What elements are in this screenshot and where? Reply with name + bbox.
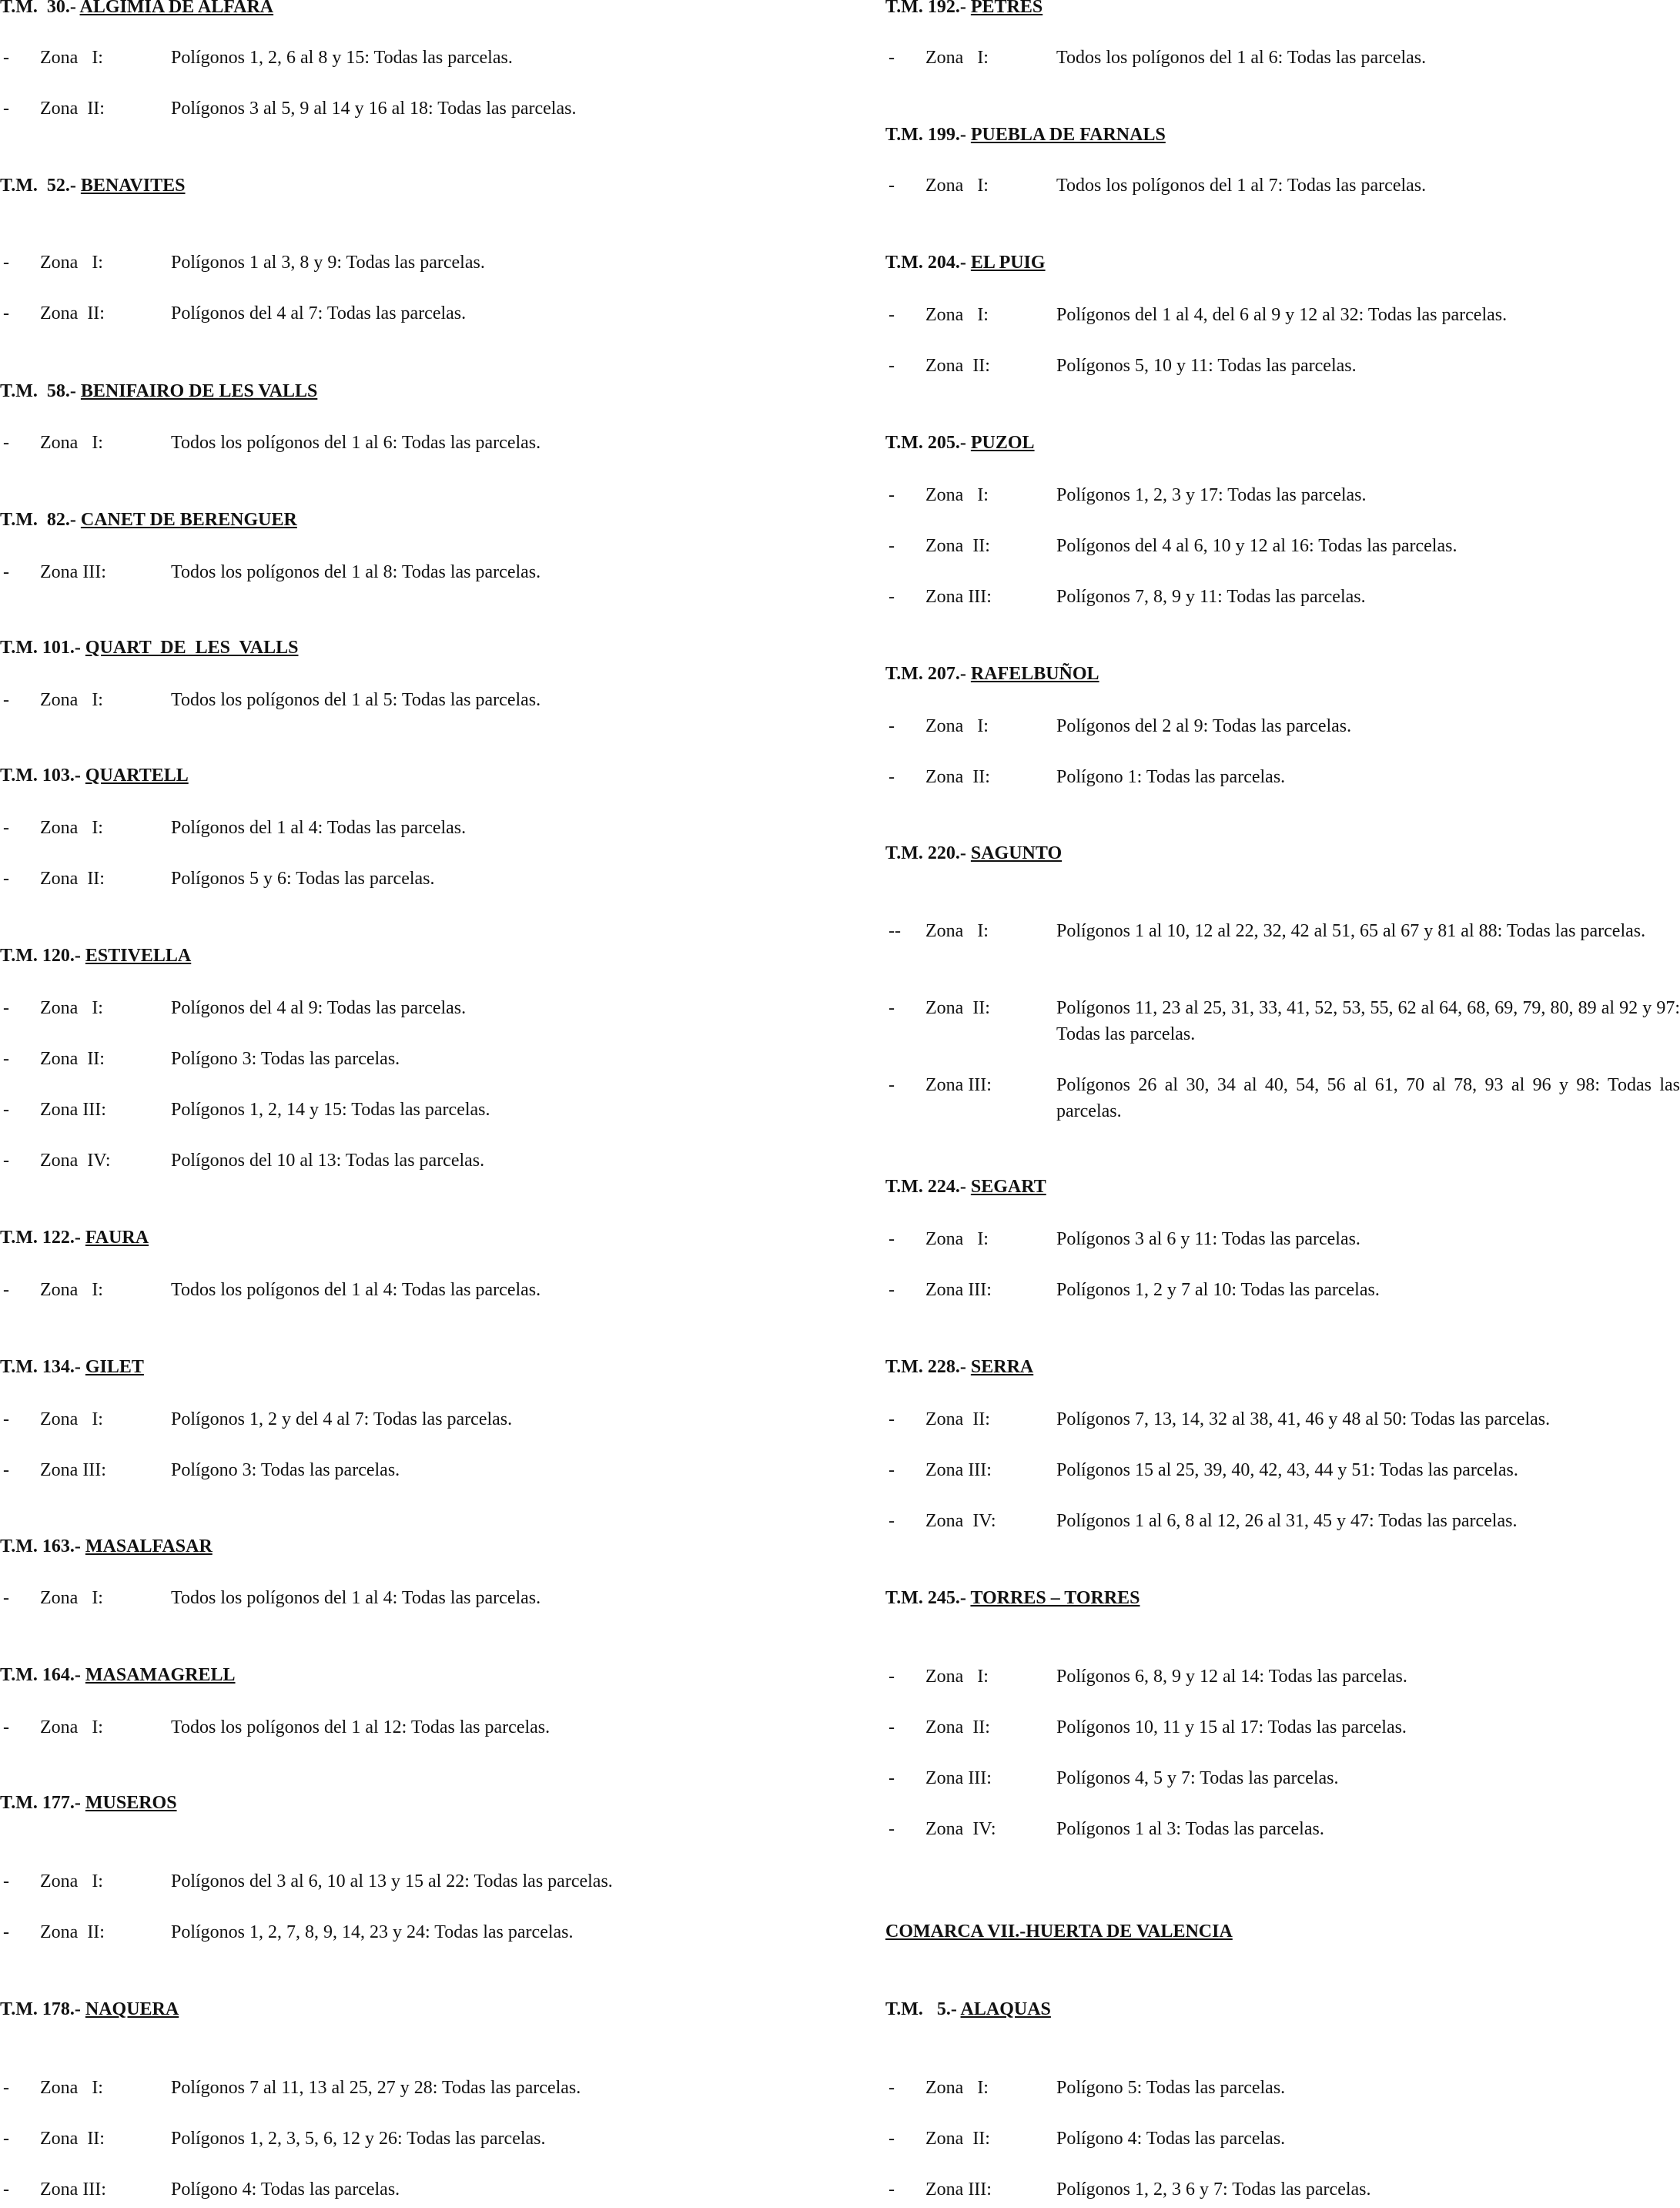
zone-description: Polígonos 10, 11 y 15 al 17: Todas las parcelas. bbox=[1056, 1717, 1407, 1737]
zone-label: Zona II: bbox=[40, 2129, 105, 2149]
zone-label: Zona II: bbox=[40, 869, 105, 889]
bullet-dash: - bbox=[889, 587, 895, 607]
zone-label: Zona III: bbox=[40, 2180, 106, 2200]
bullet-dash: - bbox=[3, 48, 9, 68]
zone-description: Todos los polígonos del 1 al 8: Todas las parcelas. bbox=[171, 562, 541, 582]
municipality-name: PUZOL bbox=[970, 433, 1035, 453]
municipality-code: T.M. 164.- bbox=[0, 1665, 85, 1685]
municipality-heading bbox=[0, 764, 189, 787]
bullet-dash: - bbox=[3, 998, 9, 1018]
zone-label: Zona I: bbox=[925, 305, 989, 325]
zone-description: Polígono 1: Todas las parcelas. bbox=[1056, 767, 1286, 787]
municipality-name: GILET bbox=[85, 1357, 144, 1377]
bullet-dash: - bbox=[889, 2078, 895, 2098]
bullet-dash: - bbox=[3, 2078, 9, 2098]
municipality-code: T.M. 122.- bbox=[0, 1228, 85, 1248]
bullet-dash: - bbox=[889, 716, 895, 736]
municipality-code: T.M. 101.- bbox=[0, 638, 85, 658]
zone-label: Zona I: bbox=[925, 485, 989, 505]
municipality-code: T.M. 5.- bbox=[885, 1999, 961, 2019]
municipality-name: MASALFASAR bbox=[85, 1536, 213, 1556]
zone-label: Zona I: bbox=[40, 1409, 103, 1429]
municipality-heading bbox=[885, 1586, 1140, 1610]
municipality-name: BENAVITES bbox=[80, 176, 186, 196]
zone-description: Polígonos 1 al 3: Todas las parcelas. bbox=[1056, 1819, 1324, 1839]
zone-label: Zona I: bbox=[925, 2078, 989, 2098]
zone-description: Polígono 4: Todas las parcelas. bbox=[1056, 2129, 1286, 2149]
municipality-code: T.M. 192.- bbox=[885, 0, 971, 17]
zone-description: Polígonos 11, 23 al 25, 31, 33, 41, 52, 53, 55, 62 al 64, 68, 69, 79, 80, 89 al 92 y 97: Todas las parcelas. bbox=[1056, 998, 1680, 1044]
zone-label: Zona II: bbox=[925, 1409, 990, 1429]
municipality-heading bbox=[0, 1535, 213, 1558]
zone-description: Polígonos del 4 al 9: Todas las parcelas. bbox=[171, 998, 467, 1018]
zone-description: Polígonos 3 al 5, 9 al 14 y 16 al 18: Todas las parcelas. bbox=[171, 99, 577, 119]
municipality-code: T.M. 103.- bbox=[0, 766, 85, 786]
zone-label: Zona III: bbox=[40, 1100, 106, 1120]
zone-description: Polígonos del 3 al 6, 10 al 13 y 15 al 22: Todas las parcelas. bbox=[171, 1871, 613, 1891]
zone-label: Zona I: bbox=[40, 253, 103, 273]
bullet-dash: - bbox=[3, 1717, 9, 1737]
zone-description: Polígono 4: Todas las parcelas. bbox=[171, 2180, 400, 2200]
bullet-dash: - bbox=[3, 2129, 9, 2149]
zone-description: Polígonos 5, 10 y 11: Todas las parcelas. bbox=[1056, 356, 1357, 376]
bullet-dash: - bbox=[3, 253, 9, 273]
municipality-code: T.M. 120.- bbox=[0, 946, 85, 966]
municipality-heading bbox=[0, 508, 297, 531]
zone-description: Polígonos 7 al 11, 13 al 25, 27 y 28: Todas las parcelas. bbox=[171, 2078, 581, 2098]
zone-description: Polígonos del 10 al 13: Todas las parcelas. bbox=[171, 1151, 485, 1171]
municipality-name: CANET DE BERENGUER bbox=[80, 510, 297, 530]
municipality-name: FAURA bbox=[85, 1228, 149, 1248]
municipality-heading bbox=[0, 174, 186, 197]
zone-description: Polígonos 6, 8, 9 y 12 al 14: Todas las parcelas. bbox=[1056, 1667, 1407, 1687]
bullet-dash: - bbox=[889, 1667, 895, 1687]
bullet-dash: - bbox=[889, 485, 895, 505]
zone-label: Zona III: bbox=[925, 587, 992, 607]
zone-label: Zona I: bbox=[40, 818, 103, 838]
zone-description: Polígonos del 1 al 4: Todas las parcelas. bbox=[171, 818, 467, 838]
zone-description: Polígonos 1, 2 y 7 al 10: Todas las parcelas. bbox=[1056, 1280, 1380, 1300]
zone-label: Zona III: bbox=[925, 1075, 992, 1095]
zone-description: Polígono 3: Todas las parcelas. bbox=[171, 1460, 400, 1480]
zone-description: Polígonos del 4 al 7: Todas las parcelas. bbox=[171, 303, 467, 323]
bullet-dash: - bbox=[889, 1768, 895, 1788]
municipality-name: ALAQUAS bbox=[960, 1999, 1051, 2019]
zone-description: Polígonos 1, 2, 6 al 8 y 15: Todas las parcelas. bbox=[171, 48, 513, 68]
bullet-dash: - bbox=[889, 1280, 895, 1300]
zone-label: Zona I: bbox=[925, 1667, 989, 1687]
zone-description: Polígonos 1, 2, 7, 8, 9, 14, 23 y 24: Todas las parcelas. bbox=[171, 1922, 574, 1942]
bullet-dash: - bbox=[3, 1871, 9, 1891]
zone-label: Zona II: bbox=[925, 356, 990, 376]
municipality-name: MUSEROS bbox=[85, 1793, 177, 1813]
zone-label: Zona I: bbox=[40, 2078, 103, 2098]
municipality-code: T.M. 204.- bbox=[885, 253, 971, 273]
zone-label: Zona II: bbox=[925, 998, 990, 1018]
bullet-dash: - bbox=[3, 433, 9, 453]
zone-label: Zona II: bbox=[40, 99, 105, 119]
municipality-name: TORRES – TORRES bbox=[970, 1588, 1140, 1608]
zone-label: Zona I: bbox=[40, 1280, 103, 1300]
municipality-code: T.M. 177.- bbox=[0, 1793, 85, 1813]
municipality-name: PUEBLA DE FARNALS bbox=[970, 125, 1166, 145]
zone-description: Todos los polígonos del 1 al 6: Todas las parcelas. bbox=[1056, 48, 1427, 68]
bullet-dash: - bbox=[3, 1049, 9, 1069]
zone-label: Zona III: bbox=[40, 1460, 106, 1480]
zone-description: Todos los polígonos del 1 al 4: Todas las parcelas. bbox=[171, 1280, 541, 1300]
bullet-dash: - bbox=[3, 1922, 9, 1942]
zone-label: Zona IV: bbox=[925, 1511, 996, 1531]
bullet-dash: - bbox=[889, 1229, 895, 1249]
bullet-dash: - bbox=[3, 869, 9, 889]
zone-label: Zona II: bbox=[925, 1717, 990, 1737]
municipality-code: T.M. 163.- bbox=[0, 1536, 85, 1556]
bullet-dash: - bbox=[889, 1717, 895, 1737]
bullet-dash: - bbox=[3, 1151, 9, 1171]
zone-description: Todos los polígonos del 1 al 7: Todas las parcelas. bbox=[1056, 176, 1427, 196]
municipality-heading bbox=[0, 636, 298, 659]
zone-description: Polígonos 1 al 6, 8 al 12, 26 al 31, 45 y 47: Todas las parcelas. bbox=[1056, 1511, 1518, 1531]
municipality-code: T.M. 207.- bbox=[885, 664, 971, 684]
zone-label: Zona I: bbox=[925, 921, 989, 941]
municipality-code: T.M. 30.- bbox=[0, 0, 80, 17]
zone-label: Zona IV: bbox=[925, 1819, 996, 1839]
bullet-dash: - bbox=[3, 1280, 9, 1300]
zone-description: Polígonos 15 al 25, 39, 40, 42, 43, 44 y 51: Todas las parcelas. bbox=[1056, 1460, 1518, 1480]
zone-label: Zona I: bbox=[40, 690, 103, 710]
municipality-name: SERRA bbox=[970, 1357, 1034, 1377]
zone-description: Polígonos 1 al 10, 12 al 22, 32, 42 al 51, 65 al 67 y 81 al 88: Todas las parcelas. bbox=[1056, 921, 1646, 941]
municipality-code: T.M. 199.- bbox=[885, 125, 971, 145]
zone-label: Zona II: bbox=[925, 767, 990, 787]
municipality-code: T.M. 82.- bbox=[0, 510, 81, 530]
bullet-dash: - bbox=[3, 2180, 9, 2200]
bullet-dash: - bbox=[3, 690, 9, 710]
bullet-dash: - bbox=[889, 48, 895, 68]
bullet-dash: - bbox=[3, 818, 9, 838]
zone-description: Polígonos 5 y 6: Todas las parcelas. bbox=[171, 869, 435, 889]
zone-label: Zona III: bbox=[925, 1768, 992, 1788]
bullet-dash: - bbox=[3, 1409, 9, 1429]
zone-label: Zona II: bbox=[40, 1922, 105, 1942]
municipality-heading bbox=[0, 0, 273, 18]
municipality-heading bbox=[885, 842, 1062, 865]
zone-label: Zona IV: bbox=[40, 1151, 111, 1171]
municipality-heading bbox=[0, 1355, 144, 1379]
bullet-dash: - bbox=[889, 536, 895, 556]
municipality-code: T.M. 228.- bbox=[885, 1357, 971, 1377]
municipality-name: QUARTELL bbox=[85, 766, 189, 786]
comarca-heading bbox=[885, 1920, 1233, 1943]
zone-description: Todos los polígonos del 1 al 5: Todas las parcelas. bbox=[171, 690, 541, 710]
municipality-code: T.M. 178.- bbox=[0, 1999, 85, 2019]
municipality-heading bbox=[885, 0, 1042, 18]
municipality-code: T.M. 245.- bbox=[885, 1588, 971, 1608]
zone-description: Polígonos del 2 al 9: Todas las parcelas. bbox=[1056, 716, 1352, 736]
zone-description: Polígono 3: Todas las parcelas. bbox=[171, 1049, 400, 1069]
bullet-dash: - bbox=[889, 305, 895, 325]
zone-description: Polígonos 1, 2, 3, 5, 6, 12 y 26: Todas las parcelas. bbox=[171, 2129, 546, 2149]
municipality-heading bbox=[885, 662, 1099, 685]
bullet-dash: - bbox=[889, 998, 895, 1018]
bullet-dash: - bbox=[889, 2180, 895, 2200]
zone-description: Polígonos 1, 2, 3 6 y 7: Todas las parcelas. bbox=[1056, 2180, 1371, 2200]
municipality-heading bbox=[0, 1226, 149, 1249]
bullet-dash: - bbox=[3, 99, 9, 119]
municipality-heading bbox=[885, 123, 1166, 146]
zone-description: Polígonos 1, 2 y del 4 al 7: Todas las parcelas. bbox=[171, 1409, 513, 1429]
zone-label: Zona II: bbox=[40, 303, 105, 323]
zone-label: Zona III: bbox=[925, 2180, 992, 2200]
bullet-dash: - bbox=[889, 1075, 895, 1095]
municipality-name: PETRES bbox=[970, 0, 1043, 17]
zone-description: Polígonos 4, 5 y 7: Todas las parcelas. bbox=[1056, 1768, 1339, 1788]
zone-description: Polígono 5: Todas las parcelas. bbox=[1056, 2078, 1286, 2098]
municipality-name: EL PUIG bbox=[970, 253, 1046, 273]
zone-description: Polígonos 1, 2, 3 y 17: Todas las parcelas. bbox=[1056, 485, 1367, 505]
municipality-heading bbox=[0, 944, 191, 967]
bullet-dash: - bbox=[889, 1819, 895, 1839]
municipality-name: SEGART bbox=[970, 1177, 1046, 1197]
bullet-dash: - bbox=[889, 1460, 895, 1480]
municipality-name: SAGUNTO bbox=[970, 843, 1063, 863]
zone-description: Polígonos 3 al 6 y 11: Todas las parcelas. bbox=[1056, 1229, 1360, 1249]
municipality-heading bbox=[0, 1791, 177, 1814]
municipality-name: QUART DE LES VALLS bbox=[85, 638, 299, 658]
zone-label: Zona I: bbox=[40, 1717, 103, 1737]
zone-description: Polígonos 7, 8, 9 y 11: Todas las parcelas. bbox=[1056, 587, 1366, 607]
bullet-dash: - bbox=[889, 1511, 895, 1531]
municipality-name: NAQUERA bbox=[85, 1999, 179, 2019]
municipality-name: BENIFAIRO DE LES VALLS bbox=[80, 381, 318, 401]
bullet-dash: - bbox=[3, 1588, 9, 1608]
zone-description: Polígonos 1, 2, 14 y 15: Todas las parcelas. bbox=[171, 1100, 490, 1120]
municipality-heading bbox=[0, 1998, 179, 2021]
municipality-heading bbox=[885, 251, 1046, 274]
zone-label: Zona II: bbox=[40, 1049, 105, 1069]
zone-description: Todos los polígonos del 1 al 6: Todas las parcelas. bbox=[171, 433, 541, 453]
bullet-dash: - bbox=[3, 303, 9, 323]
zone-label: Zona III: bbox=[925, 1460, 992, 1480]
zone-label: Zona I: bbox=[40, 998, 103, 1018]
municipality-name: RAFELBUÑOL bbox=[970, 664, 1099, 684]
zone-description: Polígonos del 1 al 4, del 6 al 9 y 12 al 32: Todas las parcelas. bbox=[1056, 305, 1508, 325]
zone-label: Zona I: bbox=[925, 176, 989, 196]
bullet-dash: - bbox=[889, 2129, 895, 2149]
bullet-dash: - bbox=[889, 1409, 895, 1429]
municipality-name: ALGIMIA DE ALFARA bbox=[79, 0, 274, 17]
comarca-title: COMARCA VII.-HUERTA DE VALENCIA bbox=[885, 1922, 1233, 1942]
bullet-dash: - bbox=[889, 176, 895, 196]
zone-label: Zona I: bbox=[925, 1229, 989, 1249]
bullet-dash: - bbox=[3, 1460, 9, 1480]
zone-label: Zona II: bbox=[925, 536, 990, 556]
bullet-dash: - bbox=[889, 767, 895, 787]
zone-description: Polígonos 26 al 30, 34 al 40, 54, 56 al 61, 70 al 78, 93 al 96 y 98: Todas las parcelas. bbox=[1056, 1075, 1680, 1121]
zone-label: Zona II: bbox=[925, 2129, 990, 2149]
zone-description: Todos los polígonos del 1 al 4: Todas las parcelas. bbox=[171, 1588, 541, 1608]
municipality-heading bbox=[885, 431, 1035, 454]
zone-description: Todos los polígonos del 1 al 12: Todas las parcelas. bbox=[171, 1717, 551, 1737]
zone-label: Zona III: bbox=[40, 562, 106, 582]
zone-label: Zona I: bbox=[925, 48, 989, 68]
municipality-code: T.M. 134.- bbox=[0, 1357, 85, 1377]
zone-label: Zona I: bbox=[925, 716, 989, 736]
municipality-heading bbox=[885, 1998, 1051, 2021]
municipality-heading bbox=[0, 380, 317, 403]
bullet-dash: - bbox=[3, 1100, 9, 1120]
municipality-code: T.M. 205.- bbox=[885, 433, 971, 453]
zone-label: Zona I: bbox=[40, 48, 103, 68]
municipality-code: T.M. 220.- bbox=[885, 843, 971, 863]
bullet-dash: - bbox=[3, 562, 9, 582]
municipality-name: ESTIVELLA bbox=[85, 946, 192, 966]
bullet-dash: -- bbox=[889, 921, 901, 941]
zone-description: Polígonos 1 al 3, 8 y 9: Todas las parcelas. bbox=[171, 253, 485, 273]
zone-label: Zona III: bbox=[925, 1280, 992, 1300]
municipality-name: MASAMAGRELL bbox=[85, 1665, 236, 1685]
municipality-heading bbox=[885, 1355, 1033, 1379]
zone-description: Polígonos del 4 al 6, 10 y 12 al 16: Todas las parcelas. bbox=[1056, 536, 1457, 556]
zone-label: Zona I: bbox=[40, 1871, 103, 1891]
municipality-heading bbox=[0, 1664, 236, 1687]
bullet-dash: - bbox=[889, 356, 895, 376]
zone-description: Polígonos 7, 13, 14, 32 al 38, 41, 46 y 48 al 50: Todas las parcelas. bbox=[1056, 1409, 1551, 1429]
zone-label: Zona I: bbox=[40, 433, 103, 453]
municipality-code: T.M. 224.- bbox=[885, 1177, 971, 1197]
municipality-code: T.M. 52.- bbox=[0, 176, 81, 196]
zone-label: Zona I: bbox=[40, 1588, 103, 1608]
municipality-code: T.M. 58.- bbox=[0, 381, 81, 401]
municipality-heading bbox=[885, 1175, 1046, 1198]
